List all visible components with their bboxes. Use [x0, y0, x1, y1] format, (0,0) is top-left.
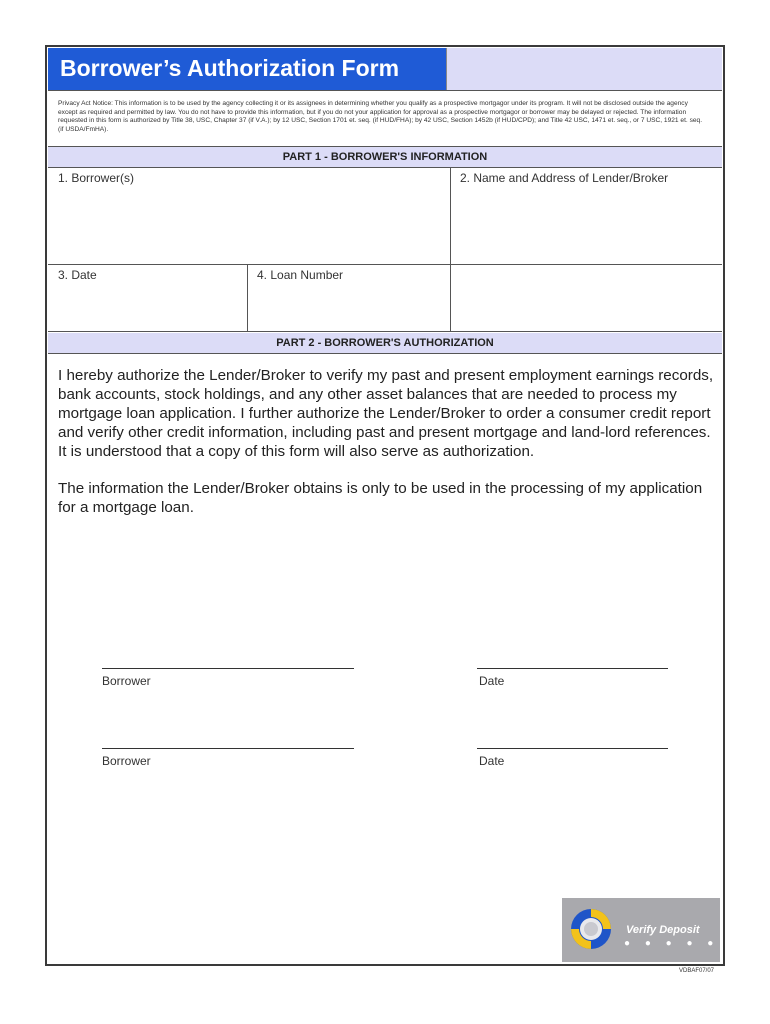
- loan-number-field-label: 4. Loan Number: [257, 268, 344, 282]
- divider: [48, 353, 722, 354]
- lender-field-label: 2. Name and Address of Lender/Broker: [460, 171, 669, 185]
- form-title: Borrower’s Authorization Form: [48, 48, 446, 90]
- privacy-notice: Privacy Act Notice: This information is to be used by the agency collecting it or its assignees in determining whether you qualify as a prospective mortgagor under its program. It will not be disclosed outside the agency except as required and permitted by law. You do not have to provide this information, but if you do not your application for approval as a prospective mortgagor or borrower may be delayed or rejected. The information requested in this form is authorized by Title 38, USC, Chapter 37 (if V.A.); by 12 USC, Section 1701 et. seq. (if HUD/FHA); by 42 USC, Section 1452b (if HUD/CPD); and Title 42 USC, 1471 et. seq., or 7 USC, 1921 et. seq. (if USDA/FmHA).: [58, 100, 703, 133]
- borrower-signature-line-2[interactable]: [102, 748, 354, 749]
- form-code: VDBAF07/07: [679, 968, 715, 974]
- authorization-paragraph: The information the Lender/Broker obtains is only to be used in the processing of my application for a mortgage loan.: [58, 480, 703, 516]
- divider: [48, 264, 722, 265]
- divider: [247, 264, 248, 331]
- date-signature-line-1[interactable]: [477, 668, 668, 669]
- divider: [450, 167, 451, 331]
- date-signature-line-2[interactable]: [477, 748, 668, 749]
- borrowers-field-label: 1. Borrower(s): [58, 171, 135, 185]
- borrower-signature-label-1: Borrower: [102, 674, 151, 688]
- divider: [48, 167, 722, 168]
- borrower-signature-label-2: Borrower: [102, 754, 151, 768]
- logo-text: Verify Deposit: [626, 924, 700, 936]
- logo-dots: ● ● ● ● ●: [624, 938, 720, 949]
- part1-heading: PART 1 - BORROWER'S INFORMATION: [48, 147, 722, 167]
- date-signature-label-2: Date: [479, 754, 505, 768]
- divider: [48, 331, 722, 332]
- divider: [48, 90, 722, 91]
- verify-deposit-swirl-icon: [568, 906, 614, 952]
- authorization-text: [58, 366, 718, 535]
- date-signature-label-1: Date: [479, 674, 505, 688]
- borrower-signature-line-1[interactable]: [102, 668, 354, 669]
- part2-heading: PART 2 - BORROWER'S AUTHORIZATION: [48, 333, 722, 353]
- authorization-paragraph: I hereby authorize the Lender/Broker to verify my past and present employment earnings records, bank accounts, stock holdings, and any other asset balances that are needed to process my mortgage loan application. I further authorize the Lender/Broker to order a consumer credit report and verify other credit information, including past and present mortgage and land-lord references. It is understood that a copy of this form will also serve as authorization.: [58, 367, 714, 460]
- title-side-panel: [446, 48, 722, 90]
- date-field-label: 3. Date: [58, 268, 97, 282]
